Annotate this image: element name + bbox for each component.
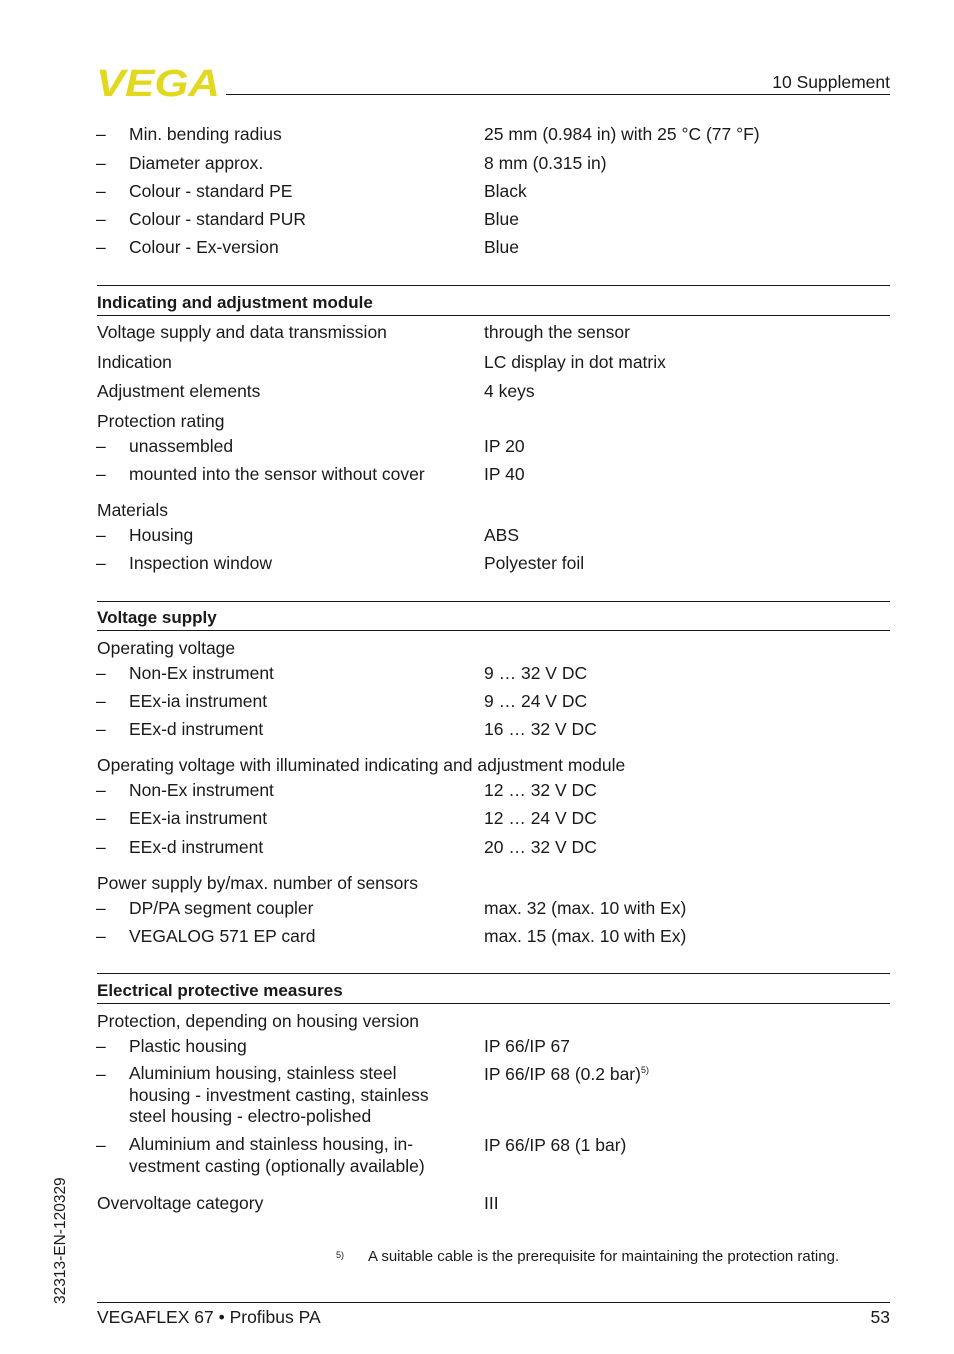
group-label: Protection rating: [97, 411, 225, 431]
spec-value: ABS: [484, 525, 520, 545]
footnote-mark: 5): [336, 1250, 345, 1260]
spec-label: Non-Ex instrument: [129, 663, 274, 683]
spec-label: EEx-ia instrument: [129, 808, 268, 828]
list-dash: –: [96, 1135, 106, 1155]
spec-label: Adjustment elements: [97, 381, 261, 401]
section-rule-bottom: [97, 315, 890, 316]
list-dash: –: [96, 719, 106, 739]
footer-product: VEGAFLEX 67 • Profibus PA: [97, 1307, 321, 1327]
spec-label: Inspection window: [129, 553, 272, 573]
spec-value: 4 keys: [484, 381, 535, 401]
spec-label: Diameter approx.: [129, 153, 264, 173]
spec-value: 25 mm (0.984 in) with 25 °C (77 °F): [484, 124, 760, 144]
spec-value: through the sensor: [484, 322, 630, 342]
section-rule-bottom: [97, 630, 890, 631]
spec-label: Voltage supply and data transmission: [97, 322, 387, 342]
list-dash: –: [96, 808, 106, 828]
group-label: Operating voltage with illuminated indicating and adjustment module: [97, 755, 626, 775]
spec-label: Overvoltage category: [97, 1193, 264, 1213]
spec-label: Housing: [129, 525, 194, 545]
spec-value: IP 66/IP 68 (0.2 bar): [484, 1064, 641, 1084]
spec-label: VEGALOG 571 EP card: [129, 926, 316, 946]
spec-label: Min. bending radius: [129, 124, 282, 144]
spec-value: IP 40: [484, 464, 525, 484]
list-dash: –: [96, 1036, 106, 1056]
list-dash: –: [96, 780, 106, 800]
group-label: Materials: [97, 500, 168, 520]
spec-label: DP/PA segment coupler: [129, 898, 314, 918]
spec-value: 12 … 32 V DC: [484, 780, 597, 800]
document-code: 32313-EN-120329: [52, 1177, 69, 1304]
list-dash: –: [96, 1064, 106, 1084]
spec-value-with-note: [484, 1064, 649, 1085]
spec-value: IP 66/IP 67: [484, 1036, 570, 1056]
spec-value: Black: [484, 181, 527, 201]
section-rule-bottom: [97, 1003, 890, 1004]
footnote-ref: 5): [640, 1065, 649, 1075]
group-label: Protection, depending on housing version: [97, 1011, 420, 1031]
list-dash: –: [96, 663, 106, 683]
list-dash: –: [96, 553, 106, 573]
spec-value: 8 mm (0.315 in): [484, 153, 607, 173]
spec-value: IP 66/IP 68 (1 bar): [484, 1135, 627, 1155]
group-label: Power supply by/max. number of sensors: [97, 873, 418, 893]
spec-label: mounted into the sensor without cover: [129, 464, 425, 484]
section-title-electrical: Electrical protective measures: [97, 981, 343, 1000]
list-dash: –: [96, 926, 106, 946]
section-title-indicating: Indicating and adjustment module: [97, 293, 373, 312]
spec-value: Polyester foil: [484, 553, 585, 573]
spec-value: max. 15 (max. 10 with Ex): [484, 926, 687, 946]
list-dash: –: [96, 124, 106, 144]
list-dash: –: [96, 153, 106, 173]
spec-value: max. 32 (max. 10 with Ex): [484, 898, 687, 918]
spec-value: 9 … 32 V DC: [484, 663, 588, 683]
group-label: Operating voltage: [97, 638, 236, 658]
list-dash: –: [96, 525, 106, 545]
spec-label: Colour - standard PE: [129, 181, 293, 201]
spec-value: 9 … 24 V DC: [484, 691, 588, 711]
list-dash: –: [96, 837, 106, 857]
spec-value: III: [484, 1193, 499, 1213]
spec-label: Aluminium and stainless housing, in-vestment casting (optionally available): [129, 1134, 425, 1176]
spec-label: Aluminium housing, stainless steel housing - investment casting, stainless steel housing - electro-polished: [129, 1063, 429, 1126]
list-dash: –: [96, 181, 106, 201]
spec-label: EEx-d instrument: [129, 837, 264, 857]
footer-rule: [97, 1302, 890, 1303]
svg-text:VEGA: VEGA: [96, 66, 220, 98]
spec-label: EEx-d instrument: [129, 719, 264, 739]
spec-value: 16 … 32 V DC: [484, 719, 597, 739]
spec-value: LC display in dot matrix: [484, 352, 666, 372]
list-dash: –: [96, 898, 106, 918]
vega-logo: [96, 66, 220, 98]
spec-label: EEx-ia instrument: [129, 691, 268, 711]
spec-label: Non-Ex instrument: [129, 780, 274, 800]
spec-label: unassembled: [129, 436, 234, 456]
footnote-text: A suitable cable is the prerequisite for maintaining the protection rating.: [368, 1248, 840, 1265]
spec-label: Colour - standard PUR: [129, 209, 307, 229]
header-section-label: 10 Supplement: [772, 72, 890, 92]
spec-label: Plastic housing: [129, 1036, 247, 1056]
section-rule-top: [97, 973, 890, 974]
spec-value: Blue: [484, 209, 520, 229]
header-rule: [226, 94, 890, 95]
section-title-voltage: Voltage supply: [97, 608, 217, 627]
list-dash: –: [96, 209, 106, 229]
spec-value: IP 20: [484, 436, 525, 456]
spec-value: 20 … 32 V DC: [484, 837, 597, 857]
spec-label: Colour - Ex-version: [129, 237, 279, 257]
section-rule-top: [97, 601, 890, 602]
list-dash: –: [96, 436, 106, 456]
section-rule-top: [97, 285, 890, 286]
page-number: 53: [870, 1307, 890, 1327]
list-dash: –: [96, 237, 106, 257]
spec-value: Blue: [484, 237, 520, 257]
spec-label: Indication: [97, 352, 172, 372]
spec-value: 12 … 24 V DC: [484, 808, 597, 828]
list-dash: –: [96, 464, 106, 484]
list-dash: –: [96, 691, 106, 711]
